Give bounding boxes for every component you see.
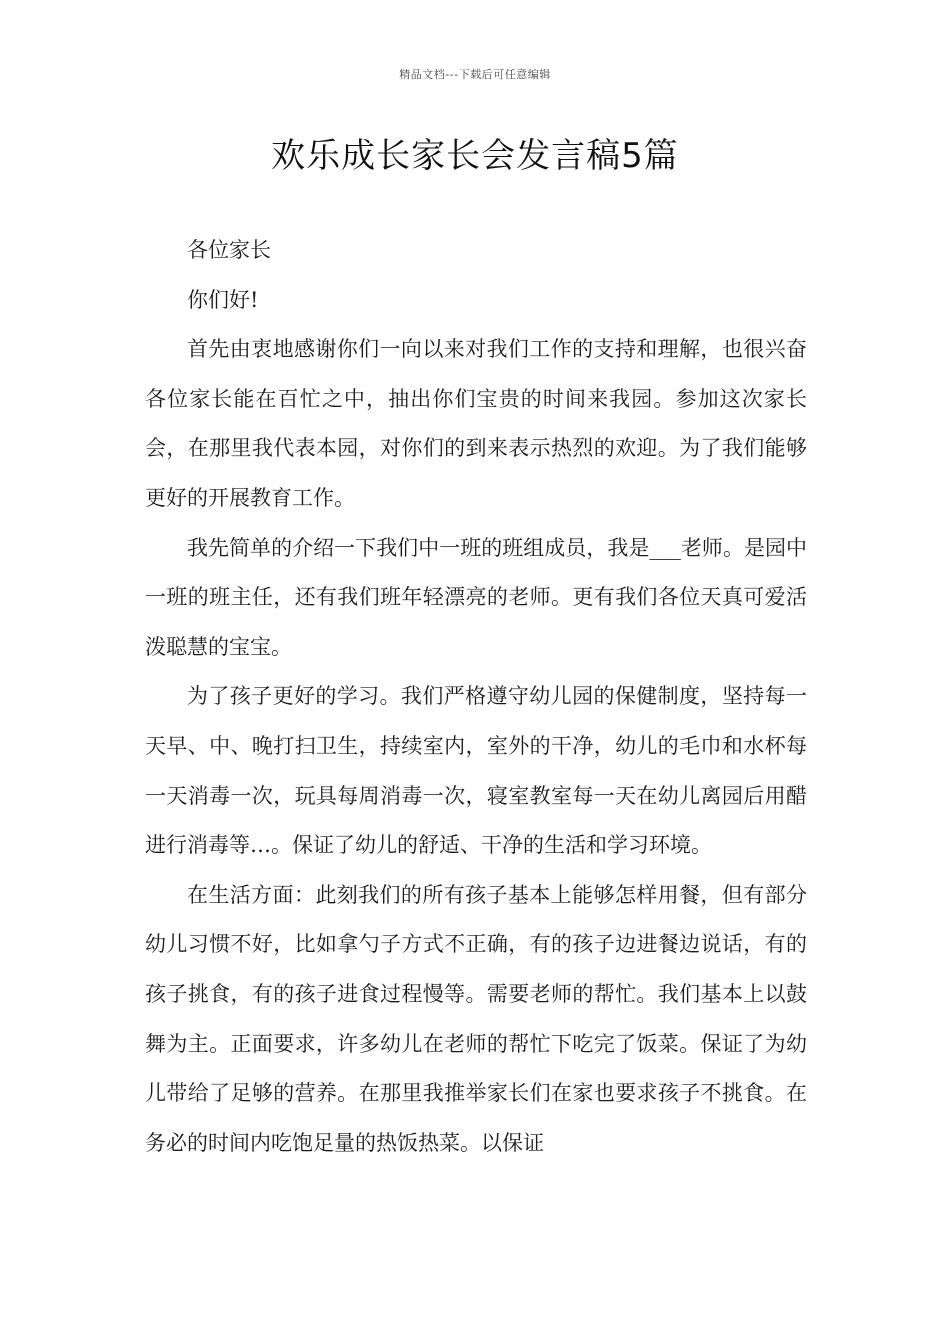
greeting: 你们好! (187, 287, 259, 312)
body-paragraph: 在生活方面：此刻我们的所有孩子基本上能够怎样用餐，但有部分幼儿习惯不好，比如拿勺子方式不正确，有的孩子边进餐边说话，有的孩子挑食，有的孩子进食过程慢等。需要老师的帮忙。我们基本上以鼓舞为主。正面要求，许多幼儿在老师的帮忙下吃完了饭菜。保证了为幼儿带给了足够的营养。在那里我推举家长们在家也要求孩子不挑食。在务必的时间内吃饱足量的热饭热菜。以保证 (145, 882, 807, 1155)
document-body (145, 226, 807, 1168)
body-paragraph: 为了孩子更好的学习。我们严格遵守幼儿园的保健制度，坚持每一天早、中、晚打扫卫生，持续室内，室外的干净，幼儿的毛巾和水杯每一天消毒一次，玩具每周消毒一次，寝室教室每一天在幼儿离园后用醋进行消毒等…。保证了幼儿的舒适、干净的生活和学习环境。 (145, 684, 807, 858)
document-title: 欢乐成长家长会发言稿5篇 (271, 136, 679, 176)
body-paragraph: 首先由衷地感谢你们一向以来对我们工作的支持和理解，也很兴奋各位家长能在百忙之中，抽出你们宝贵的时间来我园。参加这次家长会，在那里我代表本园，对你们的到来表示热烈的欢迎。为了我们能够更好的开展教育工作。 (145, 337, 807, 510)
salutation: 各位家长 (187, 238, 271, 262)
body-paragraph: 我先简单的介绍一下我们中一班的班组成员，我是___老师。是园中一班的班主任，还有我们班年轻漂亮的老师。更有我们各位天真可爱活泼聪慧的宝宝。 (145, 535, 807, 659)
header-note: 精品文档---下载后可任意编辑 (399, 68, 551, 81)
